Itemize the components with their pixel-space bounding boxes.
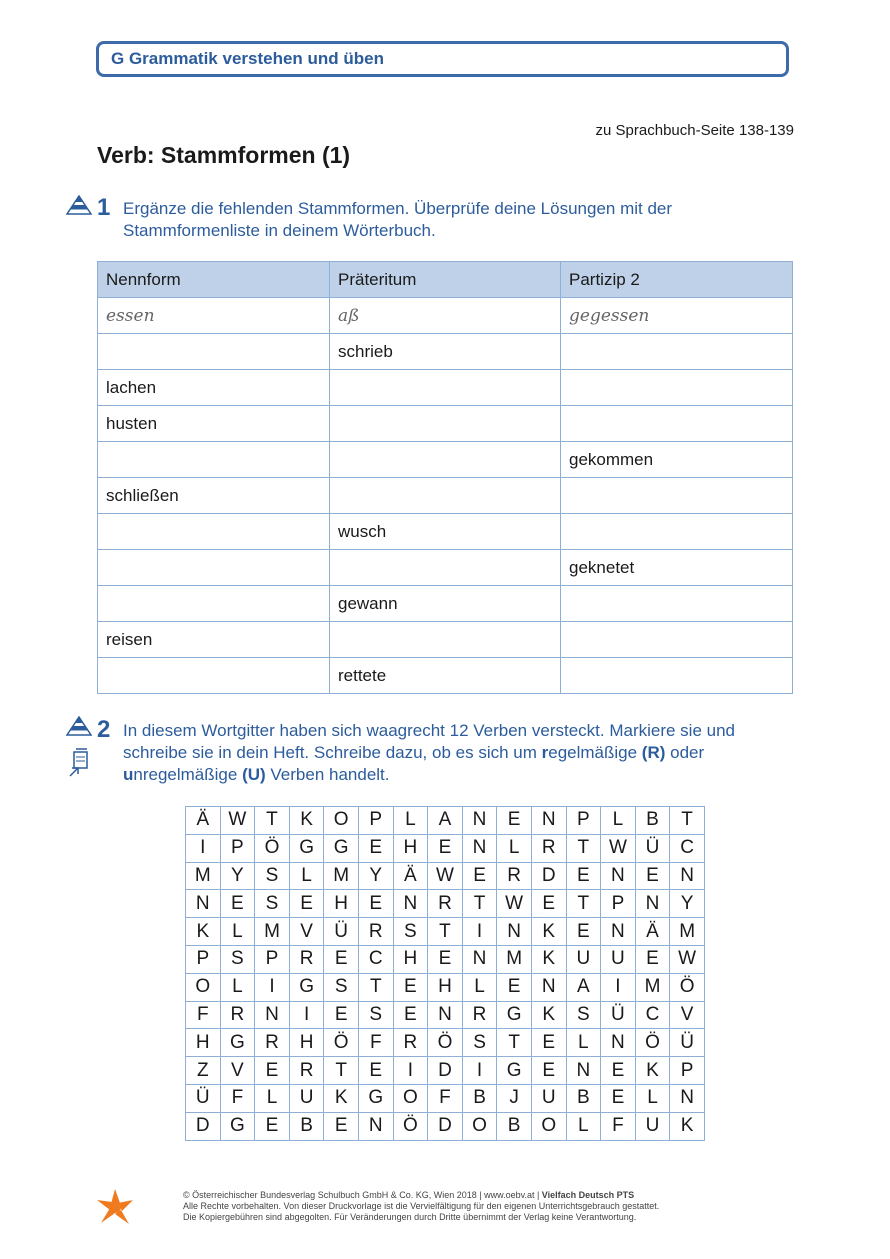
page-reference: zu Sprachbuch-Seite 138-139 (595, 122, 794, 139)
grid-letter[interactable]: K (635, 1057, 670, 1085)
grid-letter[interactable]: C (358, 945, 393, 973)
grid-row (186, 807, 705, 835)
grid-letter[interactable]: M (186, 862, 221, 890)
grid-letter[interactable]: R (289, 945, 324, 973)
cell-nennform[interactable]: lachen (98, 370, 330, 406)
grid-letter[interactable]: G (324, 834, 359, 862)
grid-row (186, 918, 705, 946)
table-row (98, 370, 793, 406)
section-header-label: G Grammatik verstehen und üben (111, 49, 385, 68)
grid-letter[interactable]: H (324, 890, 359, 918)
cell-partizip2[interactable] (561, 478, 793, 514)
cell-nennform[interactable] (98, 550, 330, 586)
grid-letter[interactable]: F (428, 1084, 463, 1112)
oebv-logo-icon (96, 1188, 134, 1226)
grid-letter[interactable]: Ü (186, 1084, 221, 1112)
grid-letter[interactable]: M (497, 945, 532, 973)
grid-letter[interactable]: E (428, 834, 463, 862)
table-header-row (98, 262, 793, 298)
cell-praeteritum[interactable]: schrieb (330, 334, 561, 370)
grid-letter[interactable]: Z (186, 1057, 221, 1085)
grid-letter[interactable]: H (186, 1029, 221, 1057)
grid-letter[interactable]: P (186, 945, 221, 973)
grid-letter[interactable]: B (566, 1084, 601, 1112)
grid-letter[interactable]: O (393, 1084, 428, 1112)
grid-letter[interactable]: L (497, 834, 532, 862)
grid-row (186, 862, 705, 890)
grid-letter[interactable]: E (428, 945, 463, 973)
footer-line-2: Alle Rechte vorbehalten. Von dieser Druckvorlage ist die Vervielfältigung für den eigenen Unterrichtsgebrauch gestattet. (183, 1201, 660, 1211)
cell-partizip2[interactable] (561, 622, 793, 658)
grid-letter[interactable]: L (566, 1029, 601, 1057)
grid-letter[interactable]: N (358, 1112, 393, 1140)
grid-letter[interactable]: E (601, 1084, 636, 1112)
cell-nennform[interactable]: husten (98, 406, 330, 442)
grid-letter[interactable]: P (670, 1057, 705, 1085)
grid-letter[interactable]: M (635, 973, 670, 1001)
grid-letter[interactable]: N (255, 1001, 290, 1029)
footer-series: Vielfach Deutsch PTS (541, 1190, 635, 1200)
grid-letter[interactable]: V (670, 1001, 705, 1029)
cell-nennform[interactable] (98, 658, 330, 694)
grid-letter[interactable]: E (220, 890, 255, 918)
grid-row (186, 1112, 705, 1140)
cell-praeteritum[interactable] (330, 478, 561, 514)
cell-nennform[interactable] (98, 442, 330, 478)
header-partizip2: Partizip 2 (561, 262, 793, 298)
footer-line-3: Die Kopiergebühren sind abgegolten. Für Veränderungen durch Dritte übernimmt der Verlag keine Verantwortung. (183, 1212, 637, 1222)
grid-letter[interactable]: F (186, 1001, 221, 1029)
grid-letter[interactable]: P (601, 890, 636, 918)
grid-letter[interactable]: F (601, 1112, 636, 1140)
grid-letter[interactable]: R (462, 1001, 497, 1029)
grid-row (186, 1029, 705, 1057)
grid-letter[interactable]: I (462, 1057, 497, 1085)
grid-letter[interactable]: Ö (393, 1112, 428, 1140)
grid-letter[interactable]: M (324, 862, 359, 890)
grid-letter[interactable]: P (255, 945, 290, 973)
grid-letter[interactable]: N (428, 1001, 463, 1029)
grid-letter[interactable]: E (531, 890, 566, 918)
grid-letter[interactable]: D (428, 1112, 463, 1140)
grid-letter[interactable]: V (220, 1057, 255, 1085)
cell-praeteritum[interactable]: wusch (330, 514, 561, 550)
grid-letter[interactable]: N (601, 918, 636, 946)
table-row (98, 658, 793, 694)
grid-letter[interactable]: S (566, 1001, 601, 1029)
grid-letter[interactable]: Ö (428, 1029, 463, 1057)
grid-letter[interactable]: W (220, 807, 255, 835)
u-rest: nregelmäßige (133, 765, 243, 784)
grid-letter[interactable]: O (531, 1112, 566, 1140)
r-tag: (R) (641, 743, 666, 762)
r-rest: egelmäßige (548, 743, 642, 762)
grid-letter[interactable]: O (186, 973, 221, 1001)
grid-letter[interactable]: N (497, 918, 532, 946)
grid-letter[interactable]: E (635, 945, 670, 973)
table-row (98, 550, 793, 586)
task1-instruction: Ergänze die fehlenden Stammformen. Überprüfe deine Lösungen mit der Stammformenliste in deinem Wörterbuch. (123, 199, 673, 240)
cell-praeteritum[interactable] (330, 622, 561, 658)
grid-letter[interactable]: G (358, 1084, 393, 1112)
grid-letter[interactable]: L (635, 1084, 670, 1112)
grid-letter[interactable]: E (531, 1057, 566, 1085)
grid-letter[interactable]: B (462, 1084, 497, 1112)
example-nennform: essen (98, 298, 330, 334)
grid-letter[interactable]: Ü (324, 918, 359, 946)
cell-partizip2[interactable] (561, 514, 793, 550)
grid-letter[interactable]: I (601, 973, 636, 1001)
table-row (98, 442, 793, 478)
cell-nennform[interactable]: schließen (98, 478, 330, 514)
grid-letter[interactable]: E (497, 807, 532, 835)
grid-letter[interactable]: N (462, 807, 497, 835)
grid-letter[interactable]: S (393, 918, 428, 946)
grid-letter[interactable]: R (358, 918, 393, 946)
grid-letter[interactable]: L (462, 973, 497, 1001)
grid-letter[interactable]: Y (670, 890, 705, 918)
grid-letter[interactable]: D (531, 862, 566, 890)
cell-nennform[interactable] (98, 334, 330, 370)
grid-letter[interactable]: E (358, 834, 393, 862)
grid-letter[interactable]: E (358, 1057, 393, 1085)
grid-letter[interactable]: B (289, 1112, 324, 1140)
table-row (98, 586, 793, 622)
grid-letter[interactable]: R (428, 890, 463, 918)
grid-letter[interactable]: E (462, 862, 497, 890)
grid-letter[interactable]: T (255, 807, 290, 835)
grid-letter[interactable]: K (531, 1001, 566, 1029)
grid-letter[interactable]: T (428, 918, 463, 946)
grid-letter[interactable]: F (220, 1084, 255, 1112)
grid-letter[interactable]: L (393, 807, 428, 835)
grid-letter[interactable]: H (393, 945, 428, 973)
grid-row (186, 1057, 705, 1085)
grid-letter[interactable]: T (497, 1029, 532, 1057)
cell-partizip2[interactable] (561, 658, 793, 694)
grid-letter[interactable]: R (497, 862, 532, 890)
r-letter: r (541, 743, 549, 762)
grid-letter[interactable]: S (358, 1001, 393, 1029)
grid-row (186, 890, 705, 918)
grid-letter[interactable]: T (566, 890, 601, 918)
grid-letter[interactable]: E (324, 1112, 359, 1140)
grid-letter[interactable]: L (566, 1112, 601, 1140)
cell-nennform[interactable] (98, 514, 330, 550)
grid-letter[interactable]: W (601, 834, 636, 862)
cell-partizip2[interactable]: geknetet (561, 550, 793, 586)
grid-letter[interactable]: N (186, 890, 221, 918)
cell-praeteritum[interactable] (330, 442, 561, 478)
header-nennform: Nennform (98, 262, 330, 298)
grid-letter[interactable]: U (566, 945, 601, 973)
grid-letter[interactable]: E (324, 945, 359, 973)
u-letter: u (123, 765, 134, 784)
grid-letter[interactable]: N (670, 1084, 705, 1112)
cell-praeteritum[interactable] (330, 406, 561, 442)
grid-row (186, 834, 705, 862)
grid-letter[interactable]: Ä (393, 862, 428, 890)
grid-letter[interactable]: P (566, 807, 601, 835)
grid-row (186, 1001, 705, 1029)
grid-letter[interactable]: P (358, 807, 393, 835)
grid-letter[interactable]: S (220, 945, 255, 973)
grid-letter[interactable]: O (324, 807, 359, 835)
grid-letter[interactable]: W (497, 890, 532, 918)
cell-praeteritum[interactable] (330, 370, 561, 406)
cell-praeteritum[interactable]: rettete (330, 658, 561, 694)
grid-letter[interactable]: T (566, 834, 601, 862)
example-praeteritum: aß (330, 298, 561, 334)
grid-letter[interactable]: J (497, 1084, 532, 1112)
grid-letter[interactable]: E (255, 1057, 290, 1085)
grid-letter[interactable]: N (393, 890, 428, 918)
grid-letter[interactable]: Ü (601, 1001, 636, 1029)
grid-letter[interactable]: L (289, 862, 324, 890)
difficulty-pyramid-icon (66, 195, 92, 215)
grid-letter[interactable]: Ö (255, 834, 290, 862)
grid-letter[interactable]: M (670, 918, 705, 946)
grid-letter[interactable]: I (393, 1057, 428, 1085)
grid-letter[interactable]: Ä (186, 807, 221, 835)
grid-letter[interactable]: U (531, 1084, 566, 1112)
footer-line-1 (183, 1190, 659, 1201)
u-tag: (U) (242, 765, 266, 784)
grid-letter[interactable]: E (531, 1029, 566, 1057)
grid-letter[interactable]: E (566, 862, 601, 890)
grid-letter[interactable]: L (601, 807, 636, 835)
cell-partizip2[interactable] (561, 370, 793, 406)
grid-letter[interactable]: R (289, 1057, 324, 1085)
notebook-copy-icon (68, 748, 90, 778)
task2-number: 2 (97, 716, 111, 743)
grid-letter[interactable]: Ü (670, 1029, 705, 1057)
grid-letter[interactable]: S (255, 890, 290, 918)
grid-letter[interactable]: R (255, 1029, 290, 1057)
grid-letter[interactable]: I (186, 834, 221, 862)
grid-letter[interactable]: T (670, 807, 705, 835)
grid-letter[interactable]: U (601, 945, 636, 973)
grid-letter[interactable]: N (462, 945, 497, 973)
grid-letter[interactable]: N (531, 973, 566, 1001)
grid-letter[interactable]: W (670, 945, 705, 973)
header-praeteritum: Präteritum (330, 262, 561, 298)
grid-letter[interactable]: Y (358, 862, 393, 890)
grid-letter[interactable]: P (220, 834, 255, 862)
page-title: Verb: Stammformen (1) (97, 142, 351, 168)
cell-partizip2[interactable] (561, 586, 793, 622)
grid-letter[interactable]: V (289, 918, 324, 946)
task2-text-end: Verben handelt. (265, 765, 390, 784)
grid-letter[interactable]: I (255, 973, 290, 1001)
grid-letter[interactable]: K (186, 918, 221, 946)
grid-letter[interactable]: T (324, 1057, 359, 1085)
grid-letter[interactable]: M (255, 918, 290, 946)
grid-letter[interactable]: Y (220, 862, 255, 890)
table-row (98, 514, 793, 550)
cell-nennform[interactable] (98, 586, 330, 622)
grid-letter[interactable]: G (289, 834, 324, 862)
example-partizip2: gegessen (561, 298, 793, 334)
footer-copyright: © Österreichischer Bundesverlag Schulbuch GmbH & Co. KG, Wien 2018 | www.oebv.at | (183, 1190, 542, 1200)
grid-letter[interactable]: K (531, 945, 566, 973)
task2-mid: oder (665, 743, 705, 762)
grid-letter[interactable]: K (289, 807, 324, 835)
grid-letter[interactable]: T (462, 890, 497, 918)
grid-letter[interactable]: E (566, 918, 601, 946)
grid-letter[interactable]: R (531, 834, 566, 862)
grid-letter[interactable]: L (220, 918, 255, 946)
table-row (98, 406, 793, 442)
grid-letter[interactable]: B (497, 1112, 532, 1140)
grid-letter[interactable]: S (255, 862, 290, 890)
grid-row (186, 1084, 705, 1112)
grid-letter[interactable]: Ü (635, 834, 670, 862)
grid-letter[interactable]: G (220, 1112, 255, 1140)
grid-letter[interactable]: H (428, 973, 463, 1001)
grid-row (186, 945, 705, 973)
grid-letter[interactable]: S (324, 973, 359, 1001)
example-row (98, 298, 793, 334)
grid-letter[interactable]: E (289, 890, 324, 918)
section-header (96, 41, 789, 77)
grid-letter[interactable]: E (601, 1057, 636, 1085)
grid-letter[interactable]: E (497, 973, 532, 1001)
grid-letter[interactable]: S (462, 1029, 497, 1057)
grid-letter[interactable]: E (393, 1001, 428, 1029)
grid-letter[interactable]: R (393, 1029, 428, 1057)
grid-letter[interactable]: L (255, 1084, 290, 1112)
grid-letter[interactable]: K (670, 1112, 705, 1140)
grid-letter[interactable]: Ö (635, 1029, 670, 1057)
grid-letter[interactable]: N (601, 1029, 636, 1057)
grid-letter[interactable]: N (462, 834, 497, 862)
grid-letter[interactable]: E (635, 862, 670, 890)
grid-letter[interactable]: I (462, 918, 497, 946)
grid-letter[interactable]: T (358, 973, 393, 1001)
grid-letter[interactable]: K (324, 1084, 359, 1112)
grid-letter[interactable]: G (497, 1057, 532, 1085)
grid-letter[interactable]: I (289, 1001, 324, 1029)
grid-letter[interactable]: E (255, 1112, 290, 1140)
grid-letter[interactable]: E (324, 1001, 359, 1029)
grid-letter[interactable]: Ö (324, 1029, 359, 1057)
grid-letter[interactable]: K (531, 918, 566, 946)
table-row (98, 622, 793, 658)
grid-letter[interactable]: N (566, 1057, 601, 1085)
cell-nennform[interactable]: reisen (98, 622, 330, 658)
cell-partizip2[interactable] (561, 334, 793, 370)
grid-letter[interactable]: U (635, 1112, 670, 1140)
grid-letter[interactable]: L (220, 973, 255, 1001)
grid-letter[interactable]: A (428, 807, 463, 835)
grid-letter[interactable]: W (428, 862, 463, 890)
grid-letter[interactable]: N (635, 890, 670, 918)
grid-letter[interactable]: F (358, 1029, 393, 1057)
word-search-grid (185, 806, 705, 1141)
task2-instruction (123, 720, 753, 786)
grid-letter[interactable]: D (186, 1112, 221, 1140)
table-row (98, 334, 793, 370)
task2-text-a: In diesem Wortgitter haben sich waagrecht 12 Verben versteckt. Markiere sie und schreibe sie in dein Heft. Schreibe dazu, ob es sich um (123, 721, 735, 762)
grid-letter[interactable]: D (428, 1057, 463, 1085)
cell-praeteritum[interactable] (330, 550, 561, 586)
grid-letter[interactable]: N (670, 862, 705, 890)
grid-letter[interactable]: N (601, 862, 636, 890)
cell-praeteritum[interactable]: gewann (330, 586, 561, 622)
grid-letter[interactable]: A (566, 973, 601, 1001)
task1-number: 1 (97, 194, 111, 221)
grid-letter[interactable]: H (393, 834, 428, 862)
grid-letter[interactable]: O (462, 1112, 497, 1140)
grid-letter[interactable]: B (635, 807, 670, 835)
grid-letter[interactable]: N (531, 807, 566, 835)
cell-partizip2[interactable]: gekommen (561, 442, 793, 478)
stammformen-table (97, 261, 793, 694)
grid-letter[interactable]: E (393, 973, 428, 1001)
grid-letter[interactable]: U (289, 1084, 324, 1112)
grid-letter[interactable]: Ä (635, 918, 670, 946)
grid-letter[interactable]: H (289, 1029, 324, 1057)
grid-letter[interactable]: C (635, 1001, 670, 1029)
grid-letter[interactable]: G (497, 1001, 532, 1029)
table-row (98, 478, 793, 514)
grid-letter[interactable]: G (289, 973, 324, 1001)
difficulty-pyramid-icon (66, 716, 92, 736)
grid-letter[interactable]: Ö (670, 973, 705, 1001)
grid-row (186, 973, 705, 1001)
grid-letter[interactable]: G (220, 1029, 255, 1057)
cell-partizip2[interactable] (561, 406, 793, 442)
grid-letter[interactable]: R (220, 1001, 255, 1029)
copyright-footer (183, 1190, 659, 1223)
grid-letter[interactable]: E (358, 890, 393, 918)
grid-letter[interactable]: C (670, 834, 705, 862)
